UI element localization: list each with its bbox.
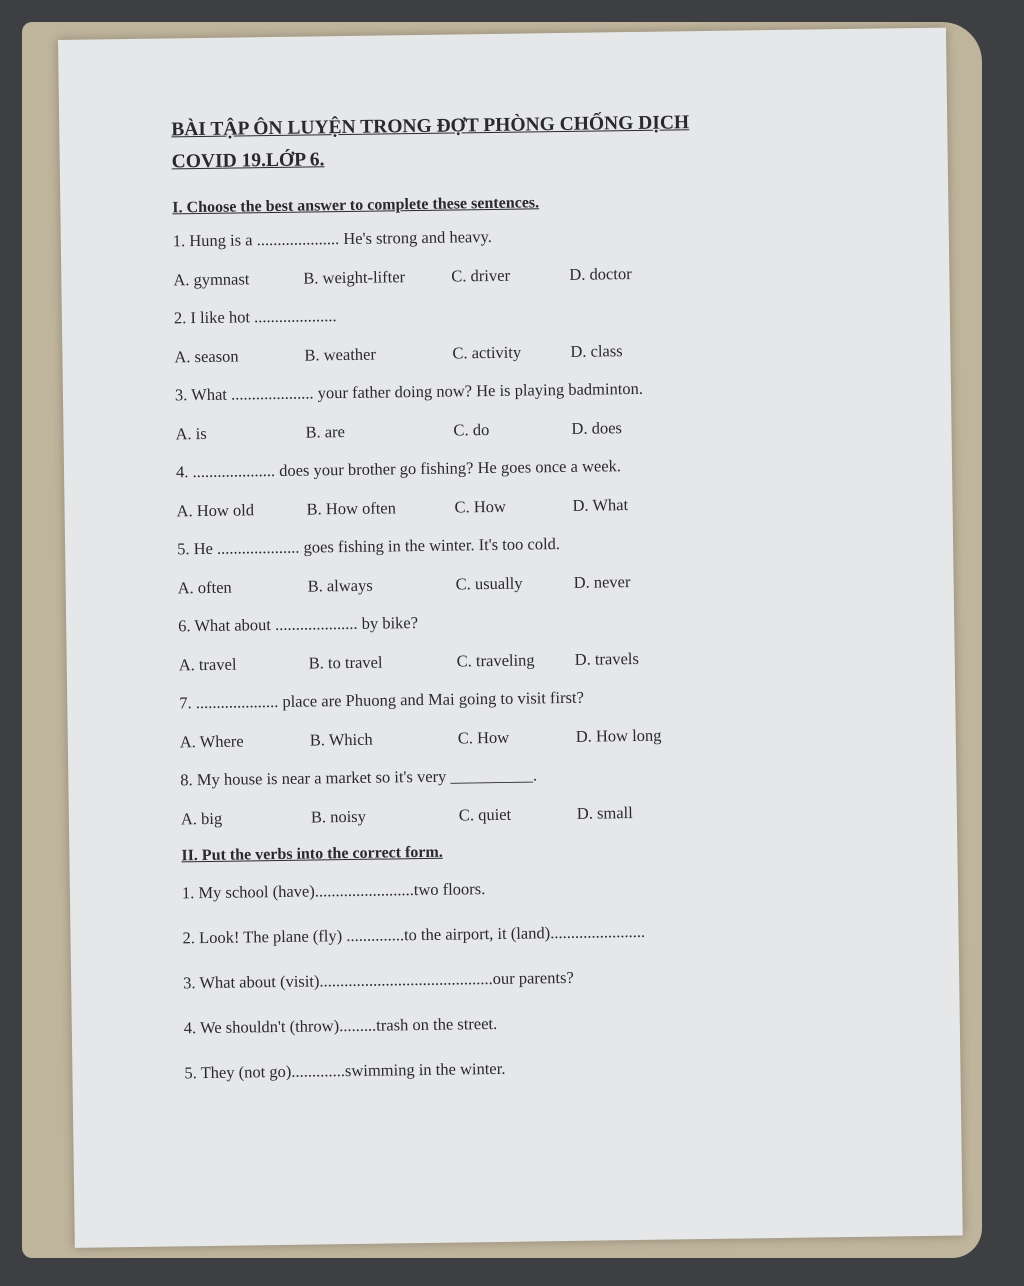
question-2: 2. I like hot .................... [173,306,337,328]
option-b: B. weight-lifter [303,266,406,288]
option-b: B. are [305,421,346,442]
question-8: 8. My house is near a market so it's very __________. [180,765,538,790]
worksheet-content [171,105,845,1095]
worksheet-title-line2: COVID 19.LỚP 6. [171,149,325,173]
option-b: B. How often [306,497,397,519]
verb-item-1: 1. My school (have)........................two floors. [181,879,486,903]
option-a: A. travel [178,654,237,674]
question-4: 4. .................... does your brother go fishing? He goes once a week. [175,456,622,482]
verb-item-4: 4. We shouldn't (throw).........trash on the street. [183,1013,498,1038]
option-a: A. gymnast [173,268,250,289]
question-6: 6. What about .................... by bike? [178,613,419,636]
question-8-options [181,791,841,839]
section1-questions [173,213,842,838]
verb-item-3: 3. What about (visit)..........................................our parents? [183,967,574,993]
section2-items [182,861,845,1095]
option-a: A. often [177,577,232,597]
worksheet-paper [58,28,963,1248]
option-c: C. usually [455,573,523,594]
option-a: A. How old [176,499,255,520]
option-d: D. does [571,417,623,438]
option-c: C. How [454,496,507,517]
option-c: C. How [457,727,510,747]
option-c: C. driver [451,265,511,286]
option-b: B. noisy [310,806,367,827]
question-5: 5. He .................... goes fishing in the winter. It's too cold. [176,534,561,559]
option-d: D. How long [575,725,662,746]
option-d: D. class [570,340,623,361]
option-b: B. Which [309,729,373,750]
verb-item-5: 5. They (not go).............swimming in the winter. [184,1058,506,1083]
worksheet-title-line1: BÀI TẬP ÔN LUYỆN TRONG ĐỢT PHÒNG CHỐNG DỊCH [171,112,690,141]
question-1: 1. Hung is a .................... He's strong and heavy. [172,226,492,251]
option-a: A. big [180,808,223,828]
option-b: B. weather [304,344,377,365]
option-d: D. small [576,802,633,823]
option-a: A. is [175,423,207,443]
verb-item-2: 2. Look! The plane (fly) ..............to the airport, it (land)....................... [182,921,646,948]
option-c: C. quiet [458,804,512,824]
question-3: 3. What .................... your father doing now? He is playing badminton. [174,378,644,405]
option-a: A. season [174,346,239,366]
option-d: D. travels [574,648,639,669]
option-d: D. What [572,494,629,515]
option-b: B. always [307,575,373,596]
option-c: C. traveling [456,649,535,670]
option-d: D. never [573,571,631,592]
option-d: D. doctor [569,263,632,284]
question-7: 7. .................... place are Phuong and Mai going to visit first? [179,687,585,713]
option-a: A. Where [179,730,244,751]
option-b: B. to travel [308,652,383,673]
option-c: C. do [453,419,490,440]
option-c: C. activity [452,342,522,363]
section2-heading: II. Put the verbs into the correct form. [181,843,443,865]
section1-heading: I. Choose the best answer to complete these sentences. [172,194,540,217]
